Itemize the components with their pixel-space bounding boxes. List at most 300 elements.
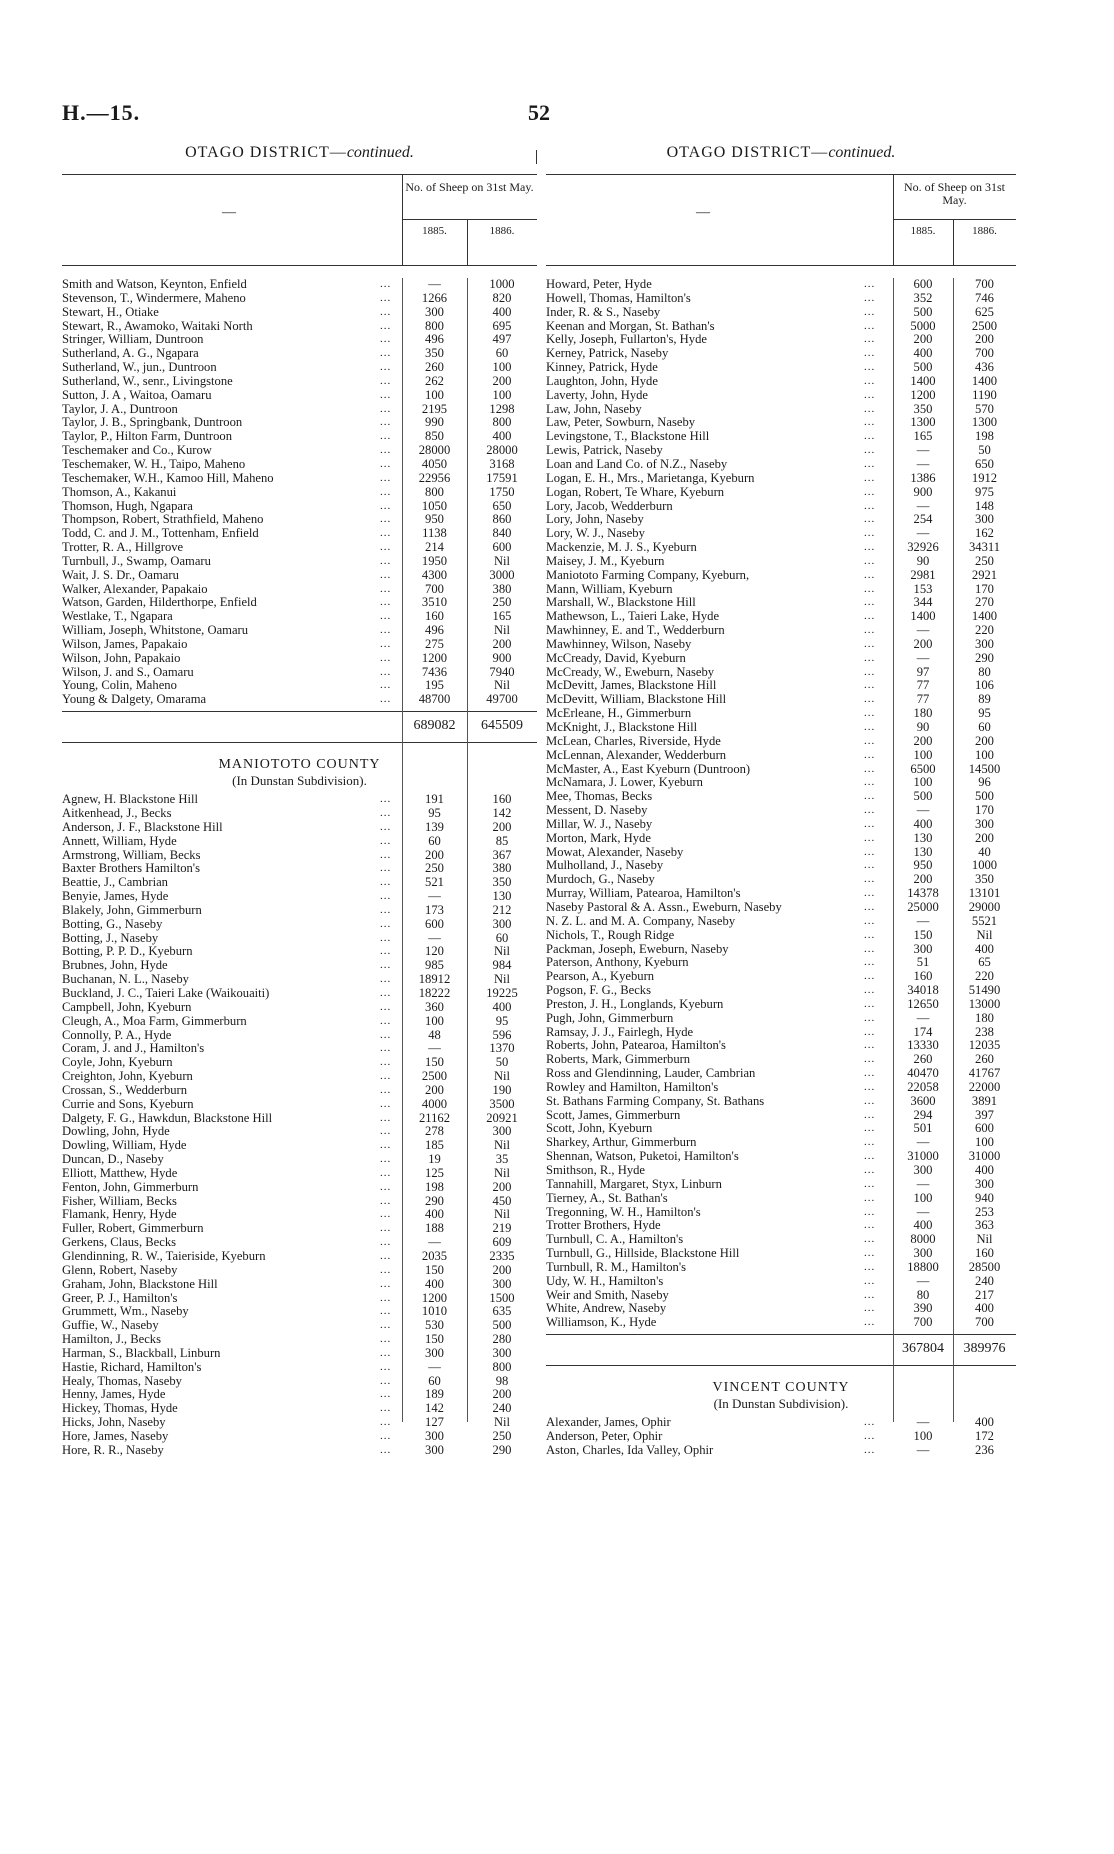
owner-name: White, Andrew, Naseby <box>546 1302 667 1316</box>
table-row <box>62 1416 537 1430</box>
owner-name: Turnbull, J., Swamp, Oamaru <box>62 554 211 568</box>
sheep-count-1886: 1300 <box>971 415 998 430</box>
leader-dots: ... <box>864 541 876 554</box>
owner-name: Thompson, Robert, Strathfield, Maheno <box>62 513 264 527</box>
owner-name: Logan, E. H., Mrs., Marietanga, Kyeburn <box>546 471 755 485</box>
owner-name: Teschemaker, W. H., Taipo, Maheno <box>62 457 246 471</box>
sheep-count-1886: 260 <box>975 1052 994 1067</box>
owner-name: Wilson, John, Papakaio <box>62 651 181 665</box>
sheep-count-1886: 50 <box>978 443 991 458</box>
table-row <box>62 959 537 973</box>
column-rule <box>402 278 403 1422</box>
sheep-count-1886: 397 <box>975 1107 994 1122</box>
sheep-count-1886: 95 <box>495 1013 509 1028</box>
sheep-count-1886: 300 <box>492 1124 512 1139</box>
sheep-count-1885: 278 <box>425 1124 444 1139</box>
leader-dots: ... <box>864 1233 876 1246</box>
leader-dots: ... <box>864 361 876 374</box>
sheep-count-1886: 65 <box>978 955 991 970</box>
sheep-count-1886: 200 <box>492 819 512 834</box>
sheep-count-1886: 200 <box>492 1262 512 1277</box>
sheep-count-1885: 300 <box>425 1442 444 1457</box>
owner-name: Taylor, J. B., Springbank, Duntroon <box>62 416 243 430</box>
sheep-count-1885: — <box>916 1273 930 1288</box>
leader-dots: ... <box>380 554 392 567</box>
sheep-count-1886: 975 <box>975 484 994 499</box>
owner-name: Armstrong, William, Becks <box>62 848 201 862</box>
sheep-count-1885: 850 <box>425 429 444 444</box>
sheep-count-1886: 100 <box>492 387 512 402</box>
sheep-count-1885: 7436 <box>421 664 448 679</box>
sheep-count-1885: 12650 <box>907 996 939 1011</box>
sheep-count-1885: 1138 <box>422 526 447 541</box>
sheep-count-1886: 280 <box>492 1332 512 1347</box>
leader-dots: ... <box>864 1219 876 1232</box>
table-row <box>62 945 537 959</box>
sheep-count-1886: Nil <box>493 1207 511 1222</box>
sheep-count-1886: 96 <box>978 775 991 790</box>
sheep-count-1886: 363 <box>975 1218 994 1233</box>
owner-name: Botting, P. P. D., Kyeburn <box>62 945 193 959</box>
leader-dots: ... <box>864 1260 876 1273</box>
owner-name: Sutherland, A. G., Ngapara <box>62 347 199 361</box>
owner-name: Botting, G., Naseby <box>62 917 163 931</box>
leader-dots: ... <box>864 693 876 706</box>
sheep-count-1886: 253 <box>975 1204 994 1219</box>
owner-name: Stewart, R., Awamoko, Waitaki North <box>62 319 253 333</box>
table-row <box>546 430 1016 444</box>
sheep-count-1885: 198 <box>425 1179 444 1194</box>
sheep-count-1886: 198 <box>975 429 994 444</box>
table-row <box>546 790 1016 804</box>
owner-name: Annett, William, Hyde <box>62 834 177 848</box>
leader-dots: ... <box>864 1025 876 1038</box>
owner-name: Harman, S., Blackball, Linburn <box>62 1346 221 1360</box>
owner-name: Campbell, John, Kyeburn <box>62 1000 192 1014</box>
table-row <box>62 361 537 375</box>
owner-name: Mawhinney, Wilson, Naseby <box>546 637 692 651</box>
leader-dots: ... <box>380 820 392 833</box>
sheep-count-1885: 990 <box>425 415 444 430</box>
sheep-count-1885: 200 <box>913 872 933 887</box>
leader-dots: ... <box>380 624 392 637</box>
leader-dots: ... <box>864 804 876 817</box>
leader-dots: ... <box>864 1164 876 1176</box>
sheep-count-1885: 130 <box>913 844 933 859</box>
owner-name: Lory, W. J., Naseby <box>546 527 645 541</box>
leader-dots: ... <box>864 291 876 304</box>
table-row <box>546 638 1016 652</box>
owner-name: McCready, W., Eweburn, Naseby <box>546 665 715 679</box>
sheep-count-1885: 254 <box>913 512 933 527</box>
table-row <box>546 804 1016 818</box>
leader-dots: ... <box>864 707 876 720</box>
table-row <box>546 679 1016 693</box>
sheep-count-1885: — <box>916 650 930 665</box>
sheep-count-1886: 1298 <box>489 401 515 416</box>
owner-name: Todd, C. and J. M., Tottenham, Enfield <box>62 527 259 541</box>
leader-dots: ... <box>380 513 392 526</box>
owner-name: Graham, John, Blackstone Hill <box>62 1277 218 1291</box>
section-title-text: OTAGO DISTRICT— <box>185 144 347 161</box>
leader-dots: ... <box>380 582 392 595</box>
table-row <box>62 583 537 597</box>
sheep-count-1886: 1190 <box>972 387 997 402</box>
sheep-count-1886: 35 <box>495 1152 509 1167</box>
sheep-count-1885: 22058 <box>907 1079 939 1094</box>
total-1885: 689082 <box>413 718 456 734</box>
table-row <box>546 1219 1016 1233</box>
owner-name: Brubnes, John, Hyde <box>62 959 168 973</box>
sheep-count-1886: Nil <box>493 1138 511 1153</box>
sheep-count-1886: 290 <box>975 650 994 665</box>
leader-dots: ... <box>380 1000 392 1013</box>
column-rule <box>893 278 894 1422</box>
leader-dots: ... <box>380 568 392 581</box>
column-1885-header: 1885. <box>910 225 936 237</box>
leader-dots: ... <box>864 984 876 997</box>
sheep-count-1885: — <box>916 1442 930 1457</box>
table-row <box>546 1233 1016 1247</box>
owner-name: Alexander, James, Ophir <box>546 1416 671 1430</box>
sheep-count-1886: 130 <box>492 889 512 904</box>
owner-name: Young & Dalgety, Omarama <box>62 693 207 707</box>
owner-name: McNamara, J. Lower, Kyeburn <box>546 776 703 790</box>
table-row <box>62 904 537 918</box>
table-row <box>62 486 537 500</box>
owner-name: Maisey, J. M., Kyeburn <box>546 554 665 568</box>
table-row <box>62 416 537 430</box>
table-row <box>546 1095 1016 1109</box>
leader-dots: ... <box>864 333 876 346</box>
table-row <box>62 375 537 389</box>
sheep-count-1886: Nil <box>493 1069 511 1084</box>
column-rule <box>467 278 468 1422</box>
leader-dots: ... <box>380 485 392 498</box>
owner-name: Stewart, H., Otiake <box>62 305 159 319</box>
owner-name: Weir and Smith, Naseby <box>546 1288 669 1302</box>
sheep-count-1885: 21162 <box>418 1110 451 1125</box>
owner-name: Turnbull, G., Hillside, Blackstone Hill <box>546 1247 740 1261</box>
sheep-count-1885: — <box>916 498 930 513</box>
sheep-count-1885: 1010 <box>421 1304 448 1319</box>
table-row <box>62 624 537 638</box>
owner-name: Grummett, Wm., Naseby <box>62 1305 189 1319</box>
sheep-count-1885: 51 <box>916 955 930 970</box>
sheep-count-1885: 344 <box>913 595 933 610</box>
sheep-count-1886: 13000 <box>968 996 1001 1011</box>
sheep-count-1886: 40 <box>978 844 991 859</box>
owner-name: Maniototo Farming Company, Kyeburn, <box>546 568 750 582</box>
owner-name: Hickey, Thomas, Hyde <box>62 1402 178 1416</box>
owner-name: Howard, Peter, Hyde <box>546 278 652 291</box>
sheep-count-1886: 219 <box>492 1221 512 1236</box>
section-title <box>62 140 537 166</box>
sheep-count-1886: Nil <box>976 1232 993 1247</box>
owner-name: Paterson, Anthony, Kyeburn <box>546 956 689 970</box>
leader-dots: ... <box>864 651 876 664</box>
total-1886: 389976 <box>963 1341 1006 1357</box>
table-row <box>546 984 1016 998</box>
table-row <box>62 320 537 334</box>
table-row <box>62 679 537 693</box>
table-row <box>62 1444 537 1458</box>
leader-dots: ... <box>380 807 392 819</box>
leader-dots: ... <box>864 1039 876 1052</box>
leader-dots: ... <box>380 1042 392 1055</box>
owner-name: N. Z. L. and M. A. Company, Naseby <box>546 914 736 928</box>
owner-name: Westlake, T., Ngapara <box>62 610 173 624</box>
sheep-count-1886: 300 <box>975 1176 994 1191</box>
table-row <box>546 1416 1016 1430</box>
leader-dots: ... <box>380 1070 392 1083</box>
sheep-count-1886: 89 <box>978 692 991 707</box>
table-row <box>546 569 1016 583</box>
sheep-count-1885: 127 <box>425 1415 444 1430</box>
sheep-count-1885: 150 <box>425 1332 444 1347</box>
sheep-count-1886: 2335 <box>489 1249 515 1263</box>
table-row <box>62 1056 537 1070</box>
sheep-count-1886: 50 <box>495 1055 509 1070</box>
county-subdivision: (In Dunstan Subdivision). <box>713 1396 849 1412</box>
sheep-table-body <box>546 278 1016 1458</box>
table-row <box>62 555 537 569</box>
owner-name: Udy, W. H., Hamilton's <box>546 1274 664 1288</box>
owner-name: Greer, P. J., Hamilton's <box>62 1291 178 1305</box>
owner-name: Pugh, John, Gimmerburn <box>546 1011 674 1025</box>
leader-dots: ... <box>380 1097 392 1110</box>
table-row <box>546 555 1016 569</box>
table-row <box>546 444 1016 458</box>
leader-dots: ... <box>864 485 876 498</box>
sheep-count-1886: 400 <box>492 999 512 1014</box>
sheep-count-1885: 950 <box>913 858 933 873</box>
table-row <box>62 389 537 403</box>
table-row <box>62 1250 537 1264</box>
table-row <box>546 666 1016 680</box>
owner-name: Elliott, Matthew, Hyde <box>62 1166 178 1180</box>
table-row <box>62 652 537 666</box>
sheep-count-1885: 48 <box>428 1027 441 1042</box>
leader-dots: ... <box>380 637 392 650</box>
sheep-count-1885: 165 <box>913 429 933 444</box>
leader-dots: ... <box>380 890 392 903</box>
owner-name: Trotter, R. A., Hillgrove <box>62 541 184 555</box>
table-row <box>546 998 1016 1012</box>
sheep-count-1885: 300 <box>913 941 933 956</box>
table-row <box>546 292 1016 306</box>
sheep-count-1886: 3500 <box>489 1096 515 1111</box>
table-row <box>62 1070 537 1084</box>
table-row <box>546 361 1016 375</box>
sheep-count-1886: 635 <box>492 1304 512 1319</box>
sheep-count-1886: 200 <box>492 1179 512 1194</box>
table-row <box>546 1109 1016 1123</box>
owner-name: Williamson, K., Hyde <box>546 1316 657 1330</box>
sheep-count-1886: 106 <box>975 678 994 693</box>
leader-dots: ... <box>380 665 392 678</box>
owner-name: Murray, William, Patearoa, Hamilton's <box>546 887 741 901</box>
table-row <box>546 956 1016 970</box>
leader-dots: ... <box>864 402 876 415</box>
sheep-count-1885: 500 <box>913 360 933 375</box>
sheep-count-1885: 22956 <box>418 470 451 485</box>
owner-name: Healy, Thomas, Naseby <box>62 1374 182 1388</box>
owner-name: Roberts, John, Patearoa, Hamilton's <box>546 1039 726 1053</box>
owner-name: Agnew, H. Blackstone Hill <box>62 793 198 807</box>
leader-dots: ... <box>380 444 392 457</box>
owner-name: Watson, Garden, Hilderthorpe, Enfield <box>62 596 257 610</box>
leader-dots: ... <box>380 862 392 875</box>
leader-dots: ... <box>864 970 876 983</box>
leader-dots: ... <box>864 721 876 733</box>
table-row <box>546 375 1016 389</box>
owner-name: St. Bathans Farming Company, St. Bathans <box>546 1094 765 1108</box>
name-column-header: — <box>696 205 710 220</box>
leader-dots: ... <box>380 402 392 415</box>
leader-dots: ... <box>380 1263 392 1276</box>
leader-dots: ... <box>380 1194 392 1207</box>
sheep-count-group-header: No. of Sheep on 31st May. <box>405 180 534 194</box>
sheep-count-1886: 820 <box>492 290 512 305</box>
table-row <box>62 541 537 555</box>
sheep-count-1886: 200 <box>492 636 512 651</box>
sheep-count-1886: 34311 <box>968 540 1001 555</box>
sheep-count-1886: 60 <box>978 720 991 734</box>
owner-name: Connolly, P. A., Hyde <box>62 1028 172 1042</box>
owner-name: Stevenson, T., Windermere, Maheno <box>62 291 246 305</box>
leader-dots: ... <box>864 1416 876 1429</box>
sheep-count-1885: — <box>428 1235 441 1250</box>
table-row <box>546 1247 1016 1261</box>
table-row <box>62 458 537 472</box>
table-row <box>546 1192 1016 1206</box>
sheep-count-1886: 300 <box>975 816 994 831</box>
sheep-count-1885: 200 <box>913 733 933 748</box>
leader-dots: ... <box>380 679 392 692</box>
leader-dots: ... <box>864 1274 876 1287</box>
table-row <box>546 1122 1016 1136</box>
sheep-count-1885: 120 <box>425 944 444 959</box>
owner-name: Preston, J. H., Longlands, Kyeburn <box>546 997 724 1011</box>
total-1886: 645509 <box>481 718 523 734</box>
table-row <box>546 458 1016 472</box>
leader-dots: ... <box>864 305 876 318</box>
table-row <box>62 430 537 444</box>
owner-name: Tregonning, W. H., Hamilton's <box>546 1205 701 1219</box>
leader-dots: ... <box>864 1288 876 1301</box>
sheep-count-1886: 290 <box>492 1442 512 1457</box>
table-row <box>62 1375 537 1389</box>
sheep-count-1886: Nil <box>493 1415 511 1430</box>
table-row <box>546 776 1016 790</box>
table-row <box>546 1012 1016 1026</box>
sheep-count-1886: 300 <box>492 1276 512 1291</box>
leader-dots: ... <box>380 499 392 512</box>
leader-dots: ... <box>864 873 876 886</box>
table-row <box>62 347 537 361</box>
owner-name: Keenan and Morgan, St. Bathan's <box>546 319 715 333</box>
leader-dots: ... <box>380 457 392 470</box>
sheep-count-1885: 77 <box>916 678 930 693</box>
leader-dots: ... <box>380 471 392 484</box>
owner-name: McCready, David, Kyeburn <box>546 651 686 665</box>
sheep-count-1886: 28500 <box>968 1259 1001 1274</box>
sheep-count-1886: 100 <box>975 1135 994 1150</box>
leader-dots: ... <box>380 1277 392 1290</box>
owner-name: Taylor, P., Hilton Farm, Duntroon <box>62 430 233 444</box>
sheep-count-1886: 400 <box>975 1415 994 1430</box>
sheep-count-1886: 220 <box>975 969 994 984</box>
sheep-count-1886: 380 <box>492 861 512 876</box>
owner-name: Mulholland, J., Naseby <box>546 859 664 873</box>
leader-dots: ... <box>864 859 876 872</box>
owner-name: Turnbull, R. M., Hamilton's <box>546 1260 687 1274</box>
owner-name: Messent, D. Naseby <box>546 804 648 818</box>
sheep-count-1885: 100 <box>913 747 933 762</box>
sheep-count-1886: 367 <box>492 847 512 862</box>
leader-dots: ... <box>380 388 392 401</box>
table-row <box>546 596 1016 610</box>
sheep-count-1886: 695 <box>492 318 512 333</box>
leader-dots: ... <box>380 986 392 999</box>
sheep-count-1885: 400 <box>913 816 933 831</box>
table-row <box>62 1305 537 1319</box>
sheep-count-1886: 165 <box>492 609 512 624</box>
table-row <box>546 513 1016 527</box>
sheep-count-1886: 650 <box>975 456 994 471</box>
owner-name: Smith and Watson, Keynton, Enfield <box>62 278 247 291</box>
table-row <box>62 292 537 306</box>
sheep-count-1885: 350 <box>425 346 444 361</box>
leader-dots: ... <box>864 568 876 581</box>
leader-dots: ... <box>864 762 876 775</box>
owner-name: Thomson, Hugh, Ngapara <box>62 499 193 513</box>
sheep-count-1886: 250 <box>975 553 994 568</box>
leader-dots: ... <box>380 1305 392 1318</box>
owner-name: Kelly, Joseph, Fullarton's, Hyde <box>546 333 707 347</box>
owner-name: Scott, John, Kyeburn <box>546 1122 653 1136</box>
sheep-count-1885: — <box>916 1415 930 1430</box>
sheep-count-1886: 240 <box>975 1273 994 1288</box>
owner-name: Levingstone, T., Blackstone Hill <box>546 430 710 444</box>
sheep-count-1885: 150 <box>425 1055 444 1070</box>
sheep-count-1886: 160 <box>975 1246 994 1261</box>
owner-name: Naseby Pastoral & A. Assn., Eweburn, Naseby <box>546 900 782 914</box>
sheep-count-1886: 984 <box>492 958 512 973</box>
owner-name: Fenton, John, Gimmerburn <box>62 1180 199 1194</box>
table-row <box>62 444 537 458</box>
sheep-count-1885: 294 <box>913 1107 933 1122</box>
sheep-count-1885: 25000 <box>907 899 939 914</box>
sheep-count-1885: 191 <box>425 792 444 807</box>
leader-dots: ... <box>380 651 392 664</box>
owner-name: Smithson, R., Hyde <box>546 1164 646 1177</box>
owner-name: Wilson, J. and S., Oamaru <box>62 665 194 679</box>
table-row <box>62 807 537 821</box>
leader-dots: ... <box>864 845 876 858</box>
owner-name: Murdoch, G., Naseby <box>546 873 655 887</box>
sheep-count-1886: 2500 <box>971 318 998 333</box>
sheep-count-1885: 1266 <box>421 290 448 305</box>
leader-dots: ... <box>864 1136 876 1149</box>
table-row <box>62 1236 537 1250</box>
leader-dots: ... <box>864 1122 876 1135</box>
sheep-count-1885: 28000 <box>418 443 451 458</box>
owner-name: McDevitt, William, Blackstone Hill <box>546 693 727 707</box>
table-row <box>546 1261 1016 1275</box>
sheep-count-1886: 98 <box>495 1373 509 1388</box>
